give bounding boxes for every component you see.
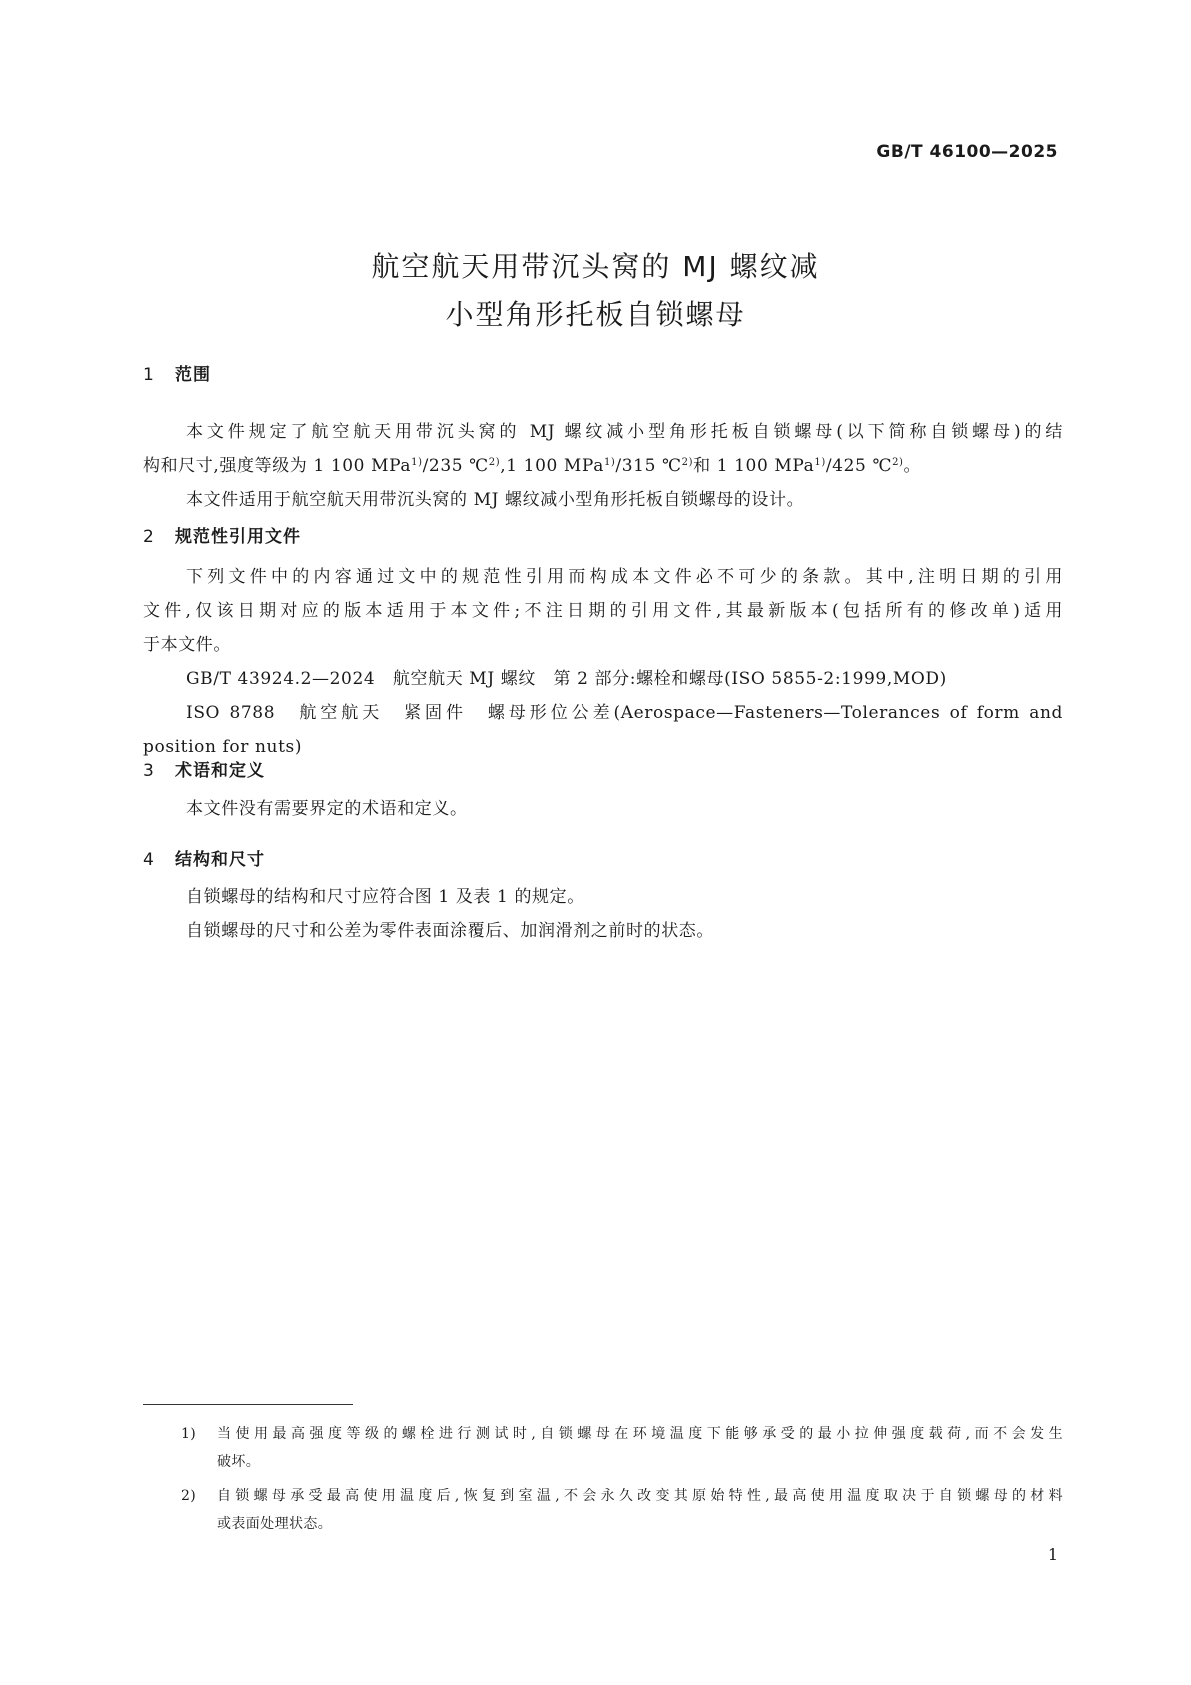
paragraph-line: 本文件适用于航空航天用带沉头窝的 MJ 螺纹减小型角形托板自锁螺母的设计。 bbox=[186, 490, 805, 510]
text-run: /235 ℃ bbox=[422, 456, 489, 476]
text-run: 和 1 100 MPa bbox=[693, 456, 815, 476]
footnote-line: 破坏。 bbox=[217, 1454, 261, 1470]
section-number: 2 bbox=[143, 527, 155, 547]
paragraph-line: 本文件没有需要界定的术语和定义。 bbox=[186, 799, 468, 819]
footnote-2 bbox=[143, 1482, 1063, 1538]
paragraph-line: 自锁螺母的结构和尺寸应符合图 1 及表 1 的规定。 bbox=[186, 887, 585, 907]
paragraph-line bbox=[143, 449, 1063, 483]
title-line-2: 小型角形托板自锁螺母 bbox=[445, 298, 746, 331]
standard-number: GB/T 46100—2025 bbox=[876, 142, 1058, 162]
text-run: 构和尺寸,强度等级为 1 100 MPa bbox=[143, 456, 412, 476]
title-line-1: 航空航天用带沉头窝的 MJ 螺纹减 bbox=[371, 250, 820, 283]
section-1-heading bbox=[143, 360, 211, 385]
section-4-heading bbox=[143, 845, 265, 870]
section-3-paragraph-1 bbox=[143, 792, 1063, 826]
section-title: 范围 bbox=[175, 365, 211, 385]
text-run: 。 bbox=[903, 456, 922, 476]
footnote-line: 或表面处理状态。 bbox=[217, 1516, 333, 1532]
footnote-mark: 2) bbox=[181, 1488, 197, 1504]
footnote-mark: 1) bbox=[181, 1426, 197, 1442]
footnote-separator bbox=[143, 1404, 353, 1405]
footnote-text bbox=[217, 1420, 1063, 1476]
section-number: 4 bbox=[143, 850, 155, 870]
document-title bbox=[0, 243, 1191, 339]
normative-reference-1: GB/T 43924.2—2024 航空航天 MJ 螺纹 第 2 部分:螺栓和螺母(ISO 5855-2:1999,MOD) bbox=[186, 669, 947, 689]
footnote-ref-1[interactable]: 1) bbox=[814, 457, 826, 468]
section-3-heading bbox=[143, 756, 265, 781]
text-run: ,1 100 MPa bbox=[500, 456, 604, 476]
paragraph-line: 本文件规定了航空航天用带沉头窝的 MJ 螺纹减小型角形托板自锁螺母(以下简称自锁螺母)的结 bbox=[186, 422, 1063, 442]
footnote-line: 当使用最高强度等级的螺栓进行测试时,自锁螺母在环境温度下能够承受的最小拉伸强度载荷,而不会发生 bbox=[217, 1426, 1063, 1442]
paragraph-line: 自锁螺母的尺寸和公差为零件表面涂覆后、加润滑剂之前时的状态。 bbox=[186, 921, 714, 941]
footnote-line: 自锁螺母承受最高使用温度后,恢复到室温,不会永久改变其原始特性,最高使用温度取决于自锁螺母的材料 bbox=[217, 1488, 1063, 1504]
paragraph-line: 于本文件。 bbox=[143, 635, 231, 655]
paragraph-line: 下列文件中的内容通过文中的规范性引用而构成本文件必不可少的条款。其中,注明日期的引用 bbox=[186, 567, 1063, 587]
section-title: 规范性引用文件 bbox=[175, 527, 301, 547]
paragraph-line: 文件,仅该日期对应的版本适用于本文件;不注日期的引用文件,其最新版本(包括所有的修改单)适用 bbox=[143, 601, 1063, 621]
page-number: 1 bbox=[1047, 1545, 1058, 1564]
text-run: /315 ℃ bbox=[615, 456, 682, 476]
section-title: 结构和尺寸 bbox=[175, 850, 265, 870]
footnote-text bbox=[217, 1482, 1063, 1538]
section-2-paragraph-1 bbox=[143, 560, 1063, 764]
section-number: 3 bbox=[143, 761, 155, 781]
footnote-1 bbox=[143, 1420, 1063, 1476]
footnote-ref-2[interactable]: 2) bbox=[892, 457, 904, 468]
footnote-ref-1[interactable]: 1) bbox=[603, 457, 616, 468]
footnote-ref-2[interactable]: 2) bbox=[488, 457, 501, 468]
normative-reference-2-cont: position for nuts) bbox=[143, 737, 303, 757]
section-1-paragraph-1 bbox=[143, 415, 1063, 517]
normative-reference-2: ISO 8788 航空航天 紧固件 螺母形位公差(Aerospace—Fasteners—Tolerances of form and bbox=[186, 703, 1063, 723]
section-2-heading bbox=[143, 522, 301, 547]
section-title: 术语和定义 bbox=[175, 761, 265, 781]
footnote-ref-1[interactable]: 1) bbox=[411, 457, 423, 468]
text-run: /425 ℃ bbox=[825, 456, 893, 476]
section-4-paragraphs bbox=[143, 880, 1063, 948]
footnote-ref-2[interactable]: 2) bbox=[681, 457, 694, 468]
section-number: 1 bbox=[143, 365, 155, 385]
